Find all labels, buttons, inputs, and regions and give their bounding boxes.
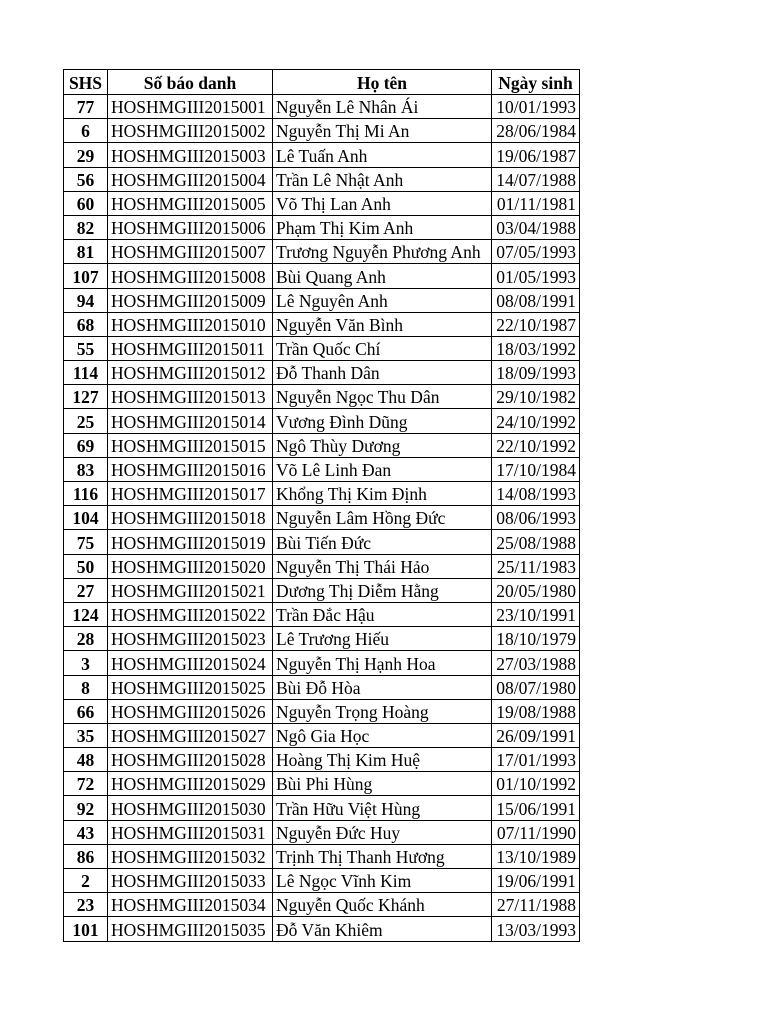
cell-ngay-sinh: 25/11/1983 [492,554,580,578]
cell-ho-ten: Trần Lê Nhật Anh [273,167,492,191]
cell-ho-ten: Lê Trương Hiếu [273,627,492,651]
table-row [64,869,580,893]
cell-so-bao-danh: HOSHMGIII2015017 [108,482,273,506]
cell-shs: 114 [64,361,108,385]
cell-ngay-sinh: 20/05/1980 [492,578,580,602]
cell-ngay-sinh: 07/11/1990 [492,820,580,844]
cell-so-bao-danh: HOSHMGIII2015033 [108,869,273,893]
cell-ngay-sinh: 27/11/1988 [492,893,580,917]
cell-shs: 81 [64,240,108,264]
table-row [64,143,580,167]
cell-so-bao-danh: HOSHMGIII2015027 [108,723,273,747]
cell-shs: 116 [64,482,108,506]
cell-so-bao-danh: HOSHMGIII2015011 [108,336,273,360]
cell-shs: 55 [64,336,108,360]
cell-ngay-sinh: 27/03/1988 [492,651,580,675]
table-row [64,433,580,457]
cell-shs: 69 [64,433,108,457]
table-row [64,457,580,481]
cell-so-bao-danh: HOSHMGIII2015019 [108,530,273,554]
cell-shs: 72 [64,772,108,796]
cell-ngay-sinh: 15/06/1991 [492,796,580,820]
table-row [64,627,580,651]
cell-ngay-sinh: 19/06/1991 [492,869,580,893]
cell-ngay-sinh: 07/05/1993 [492,240,580,264]
table-row [64,361,580,385]
cell-ho-ten: Ngô Thùy Dương [273,433,492,457]
cell-so-bao-danh: HOSHMGIII2015025 [108,675,273,699]
cell-so-bao-danh: HOSHMGIII2015002 [108,119,273,143]
cell-ngay-sinh: 10/01/1993 [492,95,580,119]
cell-shs: 66 [64,699,108,723]
cell-ho-ten: Nguyễn Văn Bình [273,312,492,336]
cell-ho-ten: Nguyễn Ngọc Thu Dân [273,385,492,409]
cell-so-bao-danh: HOSHMGIII2015014 [108,409,273,433]
cell-ngay-sinh: 19/06/1987 [492,143,580,167]
cell-ngay-sinh: 08/08/1991 [492,288,580,312]
cell-ho-ten: Nguyễn Đức Huy [273,820,492,844]
cell-ho-ten: Trương Nguyễn Phương Anh [273,240,492,264]
cell-ho-ten: Nguyễn Quốc Khánh [273,893,492,917]
cell-ngay-sinh: 01/11/1981 [492,191,580,215]
cell-ho-ten: Trần Quốc Chí [273,336,492,360]
cell-shs: 2 [64,869,108,893]
cell-shs: 94 [64,288,108,312]
cell-so-bao-danh: HOSHMGIII2015023 [108,627,273,651]
cell-ho-ten: Đỗ Thanh Dân [273,361,492,385]
cell-ngay-sinh: 13/10/1989 [492,844,580,868]
cell-shs: 83 [64,457,108,481]
table-row [64,723,580,747]
cell-ho-ten: Võ Lê Linh Đan [273,457,492,481]
table-row [64,288,580,312]
cell-ngay-sinh: 14/08/1993 [492,482,580,506]
cell-ho-ten: Đỗ Văn Khiêm [273,917,492,941]
cell-so-bao-danh: HOSHMGIII2015008 [108,264,273,288]
cell-ho-ten: Lê Ngọc Vĩnh Kim [273,869,492,893]
cell-so-bao-danh: HOSHMGIII2015035 [108,917,273,941]
cell-so-bao-danh: HOSHMGIII2015016 [108,457,273,481]
cell-ngay-sinh: 14/07/1988 [492,167,580,191]
table-row [64,215,580,239]
cell-shs: 82 [64,215,108,239]
cell-so-bao-danh: HOSHMGIII2015018 [108,506,273,530]
cell-ho-ten: Lê Nguyên Anh [273,288,492,312]
cell-ho-ten: Nguyễn Thị Hạnh Hoa [273,651,492,675]
cell-shs: 104 [64,506,108,530]
cell-shs: 48 [64,748,108,772]
cell-shs: 29 [64,143,108,167]
cell-ngay-sinh: 25/08/1988 [492,530,580,554]
cell-ngay-sinh: 08/07/1980 [492,675,580,699]
cell-shs: 50 [64,554,108,578]
table-row [64,917,580,941]
table-row [64,482,580,506]
cell-so-bao-danh: HOSHMGIII2015029 [108,772,273,796]
cell-ngay-sinh: 03/04/1988 [492,215,580,239]
cell-so-bao-danh: HOSHMGIII2015015 [108,433,273,457]
table-row [64,578,580,602]
header-ho-ten: Họ tên [273,70,492,95]
table-row [64,119,580,143]
table-row [64,506,580,530]
cell-ngay-sinh: 18/03/1992 [492,336,580,360]
cell-so-bao-danh: HOSHMGIII2015003 [108,143,273,167]
table-row [64,602,580,626]
table-row [64,336,580,360]
cell-ngay-sinh: 18/10/1979 [492,627,580,651]
cell-ho-ten: Phạm Thị Kim Anh [273,215,492,239]
table-row [64,820,580,844]
cell-so-bao-danh: HOSHMGIII2015031 [108,820,273,844]
table-row [64,240,580,264]
table-row [64,264,580,288]
cell-ngay-sinh: 29/10/1982 [492,385,580,409]
table-row [64,191,580,215]
table-row [64,530,580,554]
header-ngay-sinh: Ngày sinh [492,70,580,95]
cell-so-bao-danh: HOSHMGIII2015010 [108,312,273,336]
cell-shs: 127 [64,385,108,409]
table-body [64,95,580,942]
table-row [64,95,580,119]
cell-so-bao-danh: HOSHMGIII2015012 [108,361,273,385]
cell-shs: 107 [64,264,108,288]
cell-ho-ten: Lê Tuấn Anh [273,143,492,167]
table-header [64,70,580,95]
cell-so-bao-danh: HOSHMGIII2015028 [108,748,273,772]
table-row [64,796,580,820]
student-roster-table [63,69,580,942]
cell-so-bao-danh: HOSHMGIII2015026 [108,699,273,723]
table-row [64,554,580,578]
cell-shs: 56 [64,167,108,191]
cell-so-bao-danh: HOSHMGIII2015013 [108,385,273,409]
cell-shs: 23 [64,893,108,917]
cell-shs: 86 [64,844,108,868]
table-row [64,651,580,675]
table-row [64,748,580,772]
cell-ho-ten: Võ Thị Lan Anh [273,191,492,215]
cell-so-bao-danh: HOSHMGIII2015006 [108,215,273,239]
cell-ngay-sinh: 24/10/1992 [492,409,580,433]
cell-shs: 6 [64,119,108,143]
header-row [64,70,580,95]
cell-ho-ten: Nguyễn Lâm Hồng Đức [273,506,492,530]
cell-so-bao-danh: HOSHMGIII2015009 [108,288,273,312]
cell-shs: 124 [64,602,108,626]
cell-shs: 25 [64,409,108,433]
cell-so-bao-danh: HOSHMGIII2015030 [108,796,273,820]
table-row [64,385,580,409]
cell-ho-ten: Nguyễn Trọng Hoàng [273,699,492,723]
cell-ho-ten: Trịnh Thị Thanh Hương [273,844,492,868]
table-row [64,893,580,917]
cell-ho-ten: Nguyễn Thị Thái Hảo [273,554,492,578]
cell-ngay-sinh: 01/10/1992 [492,772,580,796]
cell-shs: 60 [64,191,108,215]
cell-ngay-sinh: 28/06/1984 [492,119,580,143]
cell-ho-ten: Ngô Gia Học [273,723,492,747]
table-row [64,409,580,433]
cell-shs: 75 [64,530,108,554]
cell-so-bao-danh: HOSHMGIII2015005 [108,191,273,215]
cell-so-bao-danh: HOSHMGIII2015007 [108,240,273,264]
cell-so-bao-danh: HOSHMGIII2015020 [108,554,273,578]
cell-ho-ten: Trần Đắc Hậu [273,602,492,626]
cell-ngay-sinh: 19/08/1988 [492,699,580,723]
cell-ho-ten: Bùi Đỗ Hòa [273,675,492,699]
cell-so-bao-danh: HOSHMGIII2015024 [108,651,273,675]
cell-ngay-sinh: 17/01/1993 [492,748,580,772]
cell-shs: 43 [64,820,108,844]
cell-ngay-sinh: 22/10/1992 [492,433,580,457]
cell-shs: 77 [64,95,108,119]
table-row [64,312,580,336]
cell-ho-ten: Vương Đình Dũng [273,409,492,433]
cell-ngay-sinh: 23/10/1991 [492,602,580,626]
cell-ho-ten: Hoàng Thị Kim Huệ [273,748,492,772]
table-row [64,772,580,796]
cell-ngay-sinh: 22/10/1987 [492,312,580,336]
cell-shs: 8 [64,675,108,699]
cell-ngay-sinh: 01/05/1993 [492,264,580,288]
cell-ho-ten: Dương Thị Diễm Hằng [273,578,492,602]
cell-ngay-sinh: 13/03/1993 [492,917,580,941]
header-shs: SHS [64,70,108,95]
cell-so-bao-danh: HOSHMGIII2015001 [108,95,273,119]
cell-shs: 27 [64,578,108,602]
cell-ngay-sinh: 17/10/1984 [492,457,580,481]
table-row [64,844,580,868]
cell-shs: 28 [64,627,108,651]
cell-ho-ten: Trần Hữu Việt Hùng [273,796,492,820]
cell-shs: 3 [64,651,108,675]
cell-shs: 92 [64,796,108,820]
cell-ngay-sinh: 08/06/1993 [492,506,580,530]
header-so-bao-danh: Số báo danh [108,70,273,95]
table-row [64,699,580,723]
cell-shs: 68 [64,312,108,336]
cell-ho-ten: Khổng Thị Kim Định [273,482,492,506]
cell-ho-ten: Nguyễn Lê Nhân Ái [273,95,492,119]
cell-ngay-sinh: 26/09/1991 [492,723,580,747]
cell-so-bao-danh: HOSHMGIII2015034 [108,893,273,917]
cell-so-bao-danh: HOSHMGIII2015021 [108,578,273,602]
cell-so-bao-danh: HOSHMGIII2015032 [108,844,273,868]
cell-ho-ten: Bùi Tiến Đức [273,530,492,554]
cell-ho-ten: Bùi Phi Hùng [273,772,492,796]
cell-shs: 101 [64,917,108,941]
cell-ngay-sinh: 18/09/1993 [492,361,580,385]
cell-shs: 35 [64,723,108,747]
table-row [64,675,580,699]
table-row [64,167,580,191]
cell-so-bao-danh: HOSHMGIII2015022 [108,602,273,626]
cell-ho-ten: Nguyễn Thị Mi An [273,119,492,143]
cell-ho-ten: Bùi Quang Anh [273,264,492,288]
cell-so-bao-danh: HOSHMGIII2015004 [108,167,273,191]
